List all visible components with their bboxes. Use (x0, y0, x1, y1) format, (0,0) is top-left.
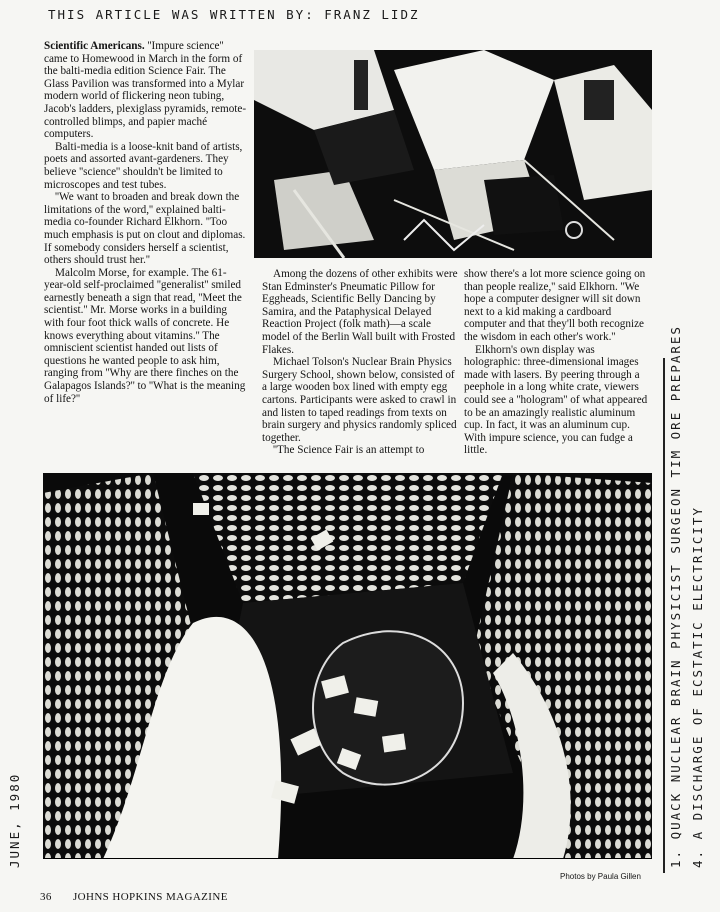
paragraph: Among the dozens of other exhibits were Stan Edminster's Pneumatic Pillow for Eggheads, Scientific Belly Dancing by Samira, and the Pataphysical Delayed Reaction Project (folk math)—a scale model of the Berlin Wall built with Frosted Flakes. (262, 268, 458, 356)
typed-date-margin: JUNE, 1980 (7, 772, 22, 868)
article-column-2 (262, 268, 460, 457)
paragraph: show there's a lot more science going on than people realize,'' said Elkhorn. ''We hope a computer designer will sit down next to a kid making a cardboard computer and that they'll both recognize the wisdom in each other's work.'' (464, 268, 646, 343)
margin-rule (663, 358, 665, 873)
paragraph: Michael Tolson's Nuclear Brain Physics Surgery School, shown below, consisted of a large wooden box lined with empty egg cartons. Participants were asked to crawl in and listen to taped readings from texts on brain surgery and physics randomly spliced together. (262, 356, 457, 444)
typed-caption-line-2: 4. A DISCHARGE OF ECSTATIC ELECTRICITY (690, 506, 705, 868)
photo-glass-pavilion-exhibit (254, 50, 652, 258)
page-footer (40, 891, 246, 903)
paragraph: Malcolm Morse, for example. The 61-year-old self-proclaimed ''generalist'' smiled earnestly beneath a sign that read, ''Meet the scientist.'' Mr. Morse works in a building with four foot thick walls of concrete. He knows everything about vitamins.'' The omniscient scientist handed out lists of questions he wanted people to ask him, ranging from ''Why are there finches on the Galapagos Islands?'' to ''What is the meaning of life?'' (44, 266, 246, 405)
page-number: 36 (40, 891, 52, 903)
paragraph: Balti-media is a loose-knit band of artists, poets and assorted avant-gardeners. They believe ''science'' shouldn't be limited to microscopes and test tubes. (44, 140, 243, 191)
paragraph: ''The Science Fair is an attempt to (273, 444, 425, 457)
paragraph-text: ''Impure science'' came to Homewood in March in the form of the balti-media edition Science Fair. The Glass Pavilion was transformed into a Mylar modern world of flickering neon tubing, Jacob's ladders, plexiglass pyramids, remote-controlled blimps, and papier maché computers. (44, 40, 247, 141)
publication-name: JOHNS HOPKINS MAGAZINE (72, 891, 228, 903)
paragraph: Elkhorn's own display was holographic: three-dimensional images made with lasers. By peering through a peephole in a long white crate, viewers could see a ''hologram'' of what appeared to be an amazingly realistic aluminum cup. In fact, it was an aluminum cup. With impure science, you can fudge a little. (464, 343, 648, 457)
section-runin-heading: Scientific Americans. (44, 40, 145, 52)
article-column-3 (464, 268, 654, 457)
typed-caption-line-1: 1. QUACK NUCLEAR BRAIN PHYSICIST SURGEON TIM ORE PREPARES (668, 325, 683, 868)
article-column-1 (44, 40, 249, 405)
paragraph: ''We want to broaden and break down the limitations of the word,'' explained balti-media co-founder Richard Elkhorn. ''Too much emphasis is put on clout and diplomas. If somebody considers herself a scientist, others should trust her.'' (44, 191, 246, 267)
photo-credit: Photos by Paula Gillen (560, 872, 641, 881)
typed-header-byline: THIS ARTICLE WAS WRITTEN BY: FRANZ LIDZ (48, 7, 420, 22)
photo-nuclear-brain-surgery-school (43, 473, 652, 859)
paragraph (44, 40, 249, 141)
